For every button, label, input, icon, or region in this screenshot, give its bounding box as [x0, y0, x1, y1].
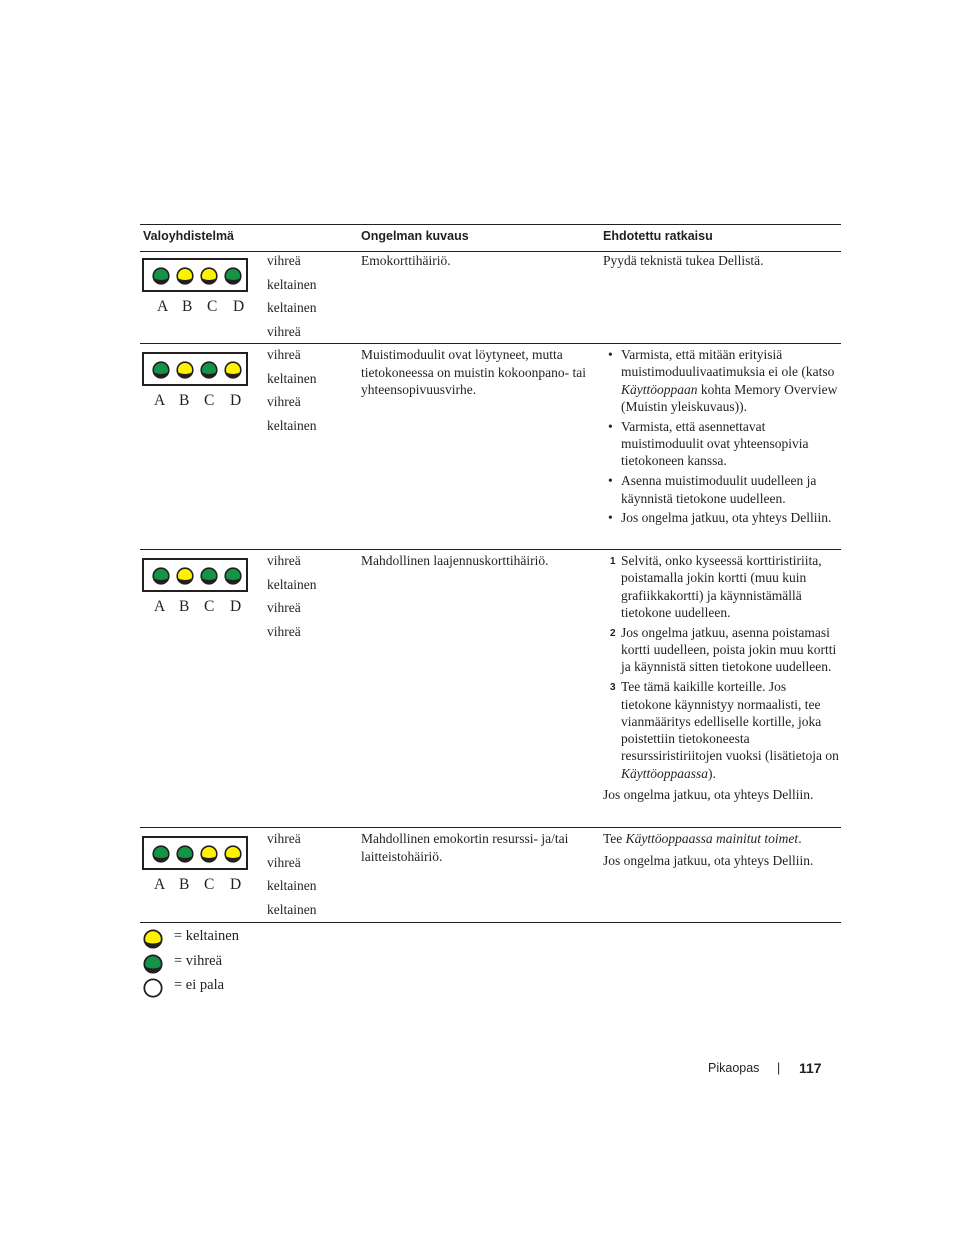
table-header [140, 224, 841, 252]
suggested-solution: Pyydä teknistä tukea Dellistä. [603, 253, 764, 268]
led-c-icon [200, 567, 218, 585]
table-row [140, 250, 841, 344]
off-led-icon [143, 978, 163, 998]
letter-b: B [179, 876, 190, 893]
bullet-item: • Asenna muistimoduulit uudelleen ja käynnistä tietokone uudelleen. [608, 473, 817, 506]
numbered-step: 2 Jos ongelma jatkuu, asenna poistamasi kortti uudelleen, poista jokin muu kortti ja käynnistä sitten tietokone uudelleen. [610, 624, 837, 675]
light-color: keltainen [267, 370, 317, 386]
led-d-icon [224, 267, 242, 285]
legend-label: = keltainen [174, 928, 239, 944]
diagnostic-lights-box [142, 558, 248, 592]
letter-c: C [204, 392, 215, 409]
bullet-item: • Jos ongelma jatkuu, ota yhteys Delliin. [608, 510, 832, 526]
bullet-icon: • [608, 418, 613, 434]
problem-description: Emokorttihäiriö. [361, 253, 451, 268]
diagnostic-lights-box [142, 836, 248, 870]
suggested-solution [603, 346, 839, 529]
light-color: vihreä [267, 831, 301, 846]
diagnostic-lights-box [142, 352, 248, 386]
letter-d: D [230, 876, 242, 893]
numbered-step: 3 Tee tämä kaikille korteille. Jos tietokone käynnistyy normaalisti, tee vianmääritys edelliselle kortille, joka poistettiin tietokoneesta resurssiristiriitojen vuoksi (lisätietoja on Käyttöoppaassa). [610, 679, 839, 781]
bullet-item: • Varmista, että mitään erityisiä muistimoduulivaatimuksia ei ole (katso Käyttöoppaan kohta Memory Overview (Muistin yleiskuvaus)). [608, 347, 838, 414]
light-colors [267, 346, 316, 440]
header-combination: Valoyhdistelmä [143, 229, 235, 243]
light-color: keltainen [267, 417, 317, 433]
letter-a: A [154, 392, 166, 409]
light-color: vihreä [267, 253, 301, 268]
solution-note: Jos ongelma jatkuu, ota yhteys Delliin. [603, 853, 814, 869]
light-colors [267, 252, 316, 346]
light-color: vihreä [267, 600, 301, 616]
light-color: keltainen [267, 901, 317, 917]
letter-d: D [233, 298, 245, 315]
light-color: keltainen [267, 300, 317, 316]
problem-description: Mahdollinen laajennuskorttihäiriö. [361, 553, 549, 568]
light-color: keltainen [267, 276, 317, 292]
step-number: 1 [610, 556, 616, 567]
table-row [140, 344, 841, 550]
problem-description: Muistimoduulit ovat löytyneet, mutta tietokoneessa on muistin kokoonpano- tai yhteensopivuusvirhe. [361, 347, 586, 397]
letter-b: B [182, 298, 193, 315]
green-led-icon [143, 954, 163, 974]
letter-b: B [179, 598, 190, 615]
led-c-icon [200, 361, 218, 379]
step-number: 3 [610, 682, 616, 694]
led-c-icon [200, 267, 218, 285]
led-d-icon [224, 361, 242, 379]
bullet-icon: • [608, 510, 613, 526]
header-description: Ongelman kuvaus [361, 229, 469, 243]
numbered-step: 1 Selvitä, onko kyseessä korttiristiriita, poistamalla jokin kortti (muu kuin grafiikkakortti) ja käynnistämällä tietokone uudelleen. [610, 553, 822, 620]
suggested-solution [603, 552, 839, 803]
legend-label: = vihreä [174, 952, 223, 969]
led-a-icon [152, 267, 170, 285]
letter-d: D [230, 392, 242, 409]
light-color: keltainen [267, 878, 317, 894]
led-d-icon [224, 567, 242, 585]
light-color: vihreä [267, 623, 301, 639]
solution-note: Jos ongelma jatkuu, ota yhteys Delliin. [603, 787, 814, 803]
light-color: vihreä [267, 854, 301, 870]
light-colors [267, 552, 316, 646]
led-c-icon [200, 845, 218, 863]
letter-c: C [204, 598, 215, 615]
light-colors [267, 830, 316, 924]
letter-b: B [179, 392, 190, 409]
letter-c: C [204, 876, 215, 893]
bullet-icon: • [608, 473, 613, 489]
led-a-icon [152, 361, 170, 379]
light-color: vihreä [267, 323, 301, 339]
led-b-icon [176, 361, 194, 379]
letter-a: A [154, 876, 166, 893]
letter-d: D [230, 598, 242, 615]
yellow-led-icon [143, 929, 163, 949]
led-a-icon [152, 845, 170, 863]
table-row [140, 828, 841, 923]
light-color: keltainen [267, 576, 317, 592]
led-a-icon [152, 567, 170, 585]
page-number: 117 [799, 1060, 822, 1076]
letter-a: A [157, 298, 169, 315]
led-b-icon [176, 267, 194, 285]
letter-a: A [154, 598, 166, 615]
bullet-icon: • [608, 347, 613, 362]
bullet-item: • Varmista, että asennettavat muistimoduulit ovat yhteensopivia tietokoneen kanssa. [608, 418, 809, 469]
suggested-solution [603, 830, 839, 870]
led-b-icon [176, 845, 194, 863]
header-solution: Ehdotettu ratkaisu [603, 229, 713, 243]
diagnostic-lights-box [142, 258, 248, 292]
step-number: 2 [610, 627, 616, 639]
problem-description: Mahdollinen emokortin resurssi- ja/tai laitteistohäiriö. [361, 831, 569, 864]
solution-line: Tee Käyttöoppaassa mainitut toimet. [603, 831, 802, 846]
led-b-icon [176, 567, 194, 585]
light-color: vihreä [267, 394, 301, 410]
light-color: vihreä [267, 347, 301, 362]
table-row [140, 550, 841, 828]
legend-label: = ei pala [174, 977, 225, 993]
light-color: vihreä [267, 553, 301, 568]
letter-c: C [207, 298, 218, 315]
footer-section: Pikaopas [708, 1061, 760, 1075]
footer-separator: | [777, 1061, 781, 1075]
led-d-icon [224, 845, 242, 863]
